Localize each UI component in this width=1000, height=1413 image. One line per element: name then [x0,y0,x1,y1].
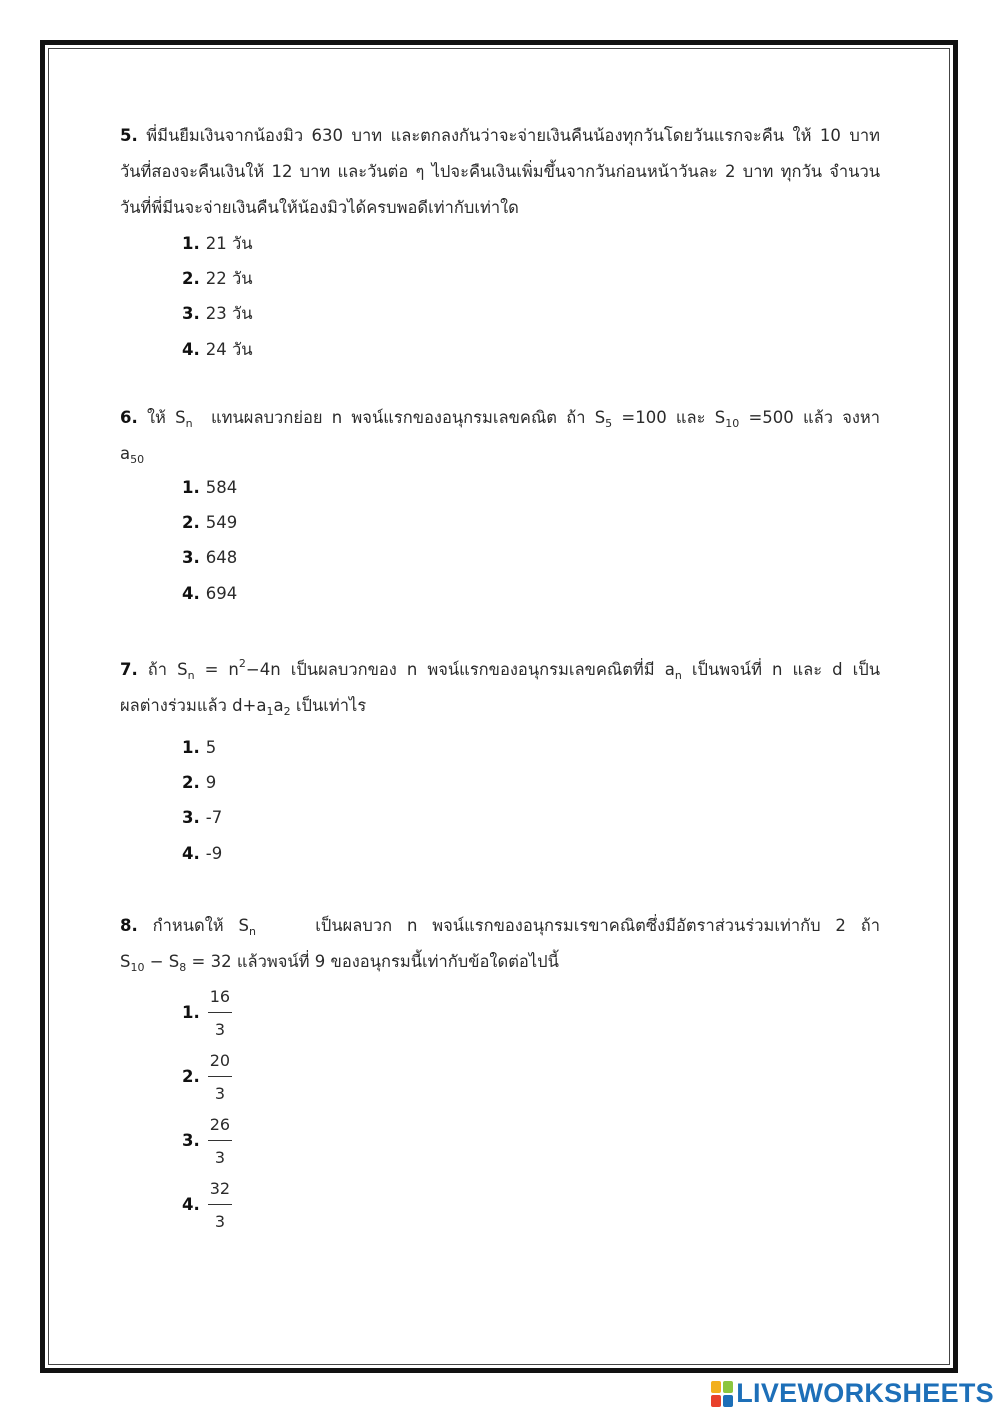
question-5-line-3: วันที่พี่มีนจะจ่ายเงินคืนให้น้องมิวได้ครบพอดีเท่ากับเท่าใด [120,198,519,217]
fraction: $\frac{20}{3}$ [209,1051,231,1103]
fraction: $\frac{16}{3}$ [209,987,231,1039]
answer-option[interactable]: 3. 648 [182,548,238,567]
liveworksheets-logo[interactable] [711,1378,994,1409]
answer-option[interactable]: 2. $\frac{20}{3}$ [182,1051,231,1103]
answer-option[interactable]: 2. 22 วัน [182,269,253,288]
answer-option[interactable]: 3. $\frac{26}{3}$ [182,1115,231,1167]
answer-option[interactable]: 4. $\frac{32}{3}$ [182,1179,231,1231]
answer-option[interactable]: 3. 23 วัน [182,304,253,323]
logo-square [711,1381,721,1393]
logo-square [723,1381,733,1393]
answer-option[interactable]: 4. -9 [182,844,223,863]
answer-option[interactable]: 4. 24 วัน [182,340,253,359]
fraction: $\frac{26}{3}$ [209,1115,231,1167]
question-6 [120,400,880,472]
question-7-line-2: ผลต่างร่วมแล้ว $d+a_1a_2$ เป็นเท่าไร [120,696,367,718]
question-5-line-2: วันที่สองจะคืนเงินให้ 12 บาท และวันต่อ ๆ ไปจะคืนเงินเพิ่มขึ้นจากวันก่อนหน้าวันละ 2 บาท ทุกวัน จำนวน [120,162,880,181]
question-8-line-2: $S_{10} - S_8 = 32$ แล้วพจน์ที่ 9 ของอนุกรมนี้เท่ากับข้อใดต่อไปนี้ [120,952,559,974]
question-5-line-1: 5. พี่มีนยืมเงินจากน้องมิว 630 บาท และตกลงกันว่าจะจ่ายเงินคืนน้องทุกวันโดยวันแรกจะคืน ให้ 10 บาท [120,126,880,145]
logo-square [711,1395,721,1407]
logo-text: LIVEWORKSHEETS [736,1378,994,1408]
question-6-line-2: $a_{50}$ [120,444,145,466]
question-7 [120,652,880,724]
question-8-line-1: 8. กำหนดให้ $S_n$ เป็นผลบวก n พจน์แรกของอนุกรมเรขาคณิตซึ่งมีอัตราส่วนร่วมเท่ากับ 2 ถ้า [120,916,880,938]
answer-option[interactable]: 4. 694 [182,584,238,603]
answer-option[interactable]: 1. 5 [182,738,217,757]
question-7-line-1: 7. ถ้า $S_n = n^2-4n$ เป็นผลบวกของ n พจน์แรกของอนุกรมเลขคณิตที่มี $a_n$ เป็นพจน์ที่ n และ d เป็น [120,657,880,682]
logo-square [723,1395,733,1407]
answer-option[interactable]: 1. 584 [182,478,238,497]
answer-option[interactable]: 1. $\frac{16}{3}$ [182,987,231,1039]
question-8 [120,908,880,980]
answer-option[interactable]: 3. -7 [182,808,223,827]
answer-option[interactable]: 2. 549 [182,513,238,532]
question-5 [120,118,880,226]
logo-icon [711,1381,733,1407]
answer-option[interactable]: 2. 9 [182,773,217,792]
question-number: 5. [120,126,138,145]
answer-option[interactable]: 1. 21 วัน [182,234,253,253]
question-6-line-1: 6. ให้ $S_n$ แทนผลบวกย่อย n พจน์แรกของอนุกรมเลขคณิต ถ้า $S_5 =100$ และ $S_{10} =500$ แล้ว จงหา [120,408,881,430]
fraction: $\frac{32}{3}$ [209,1179,231,1231]
